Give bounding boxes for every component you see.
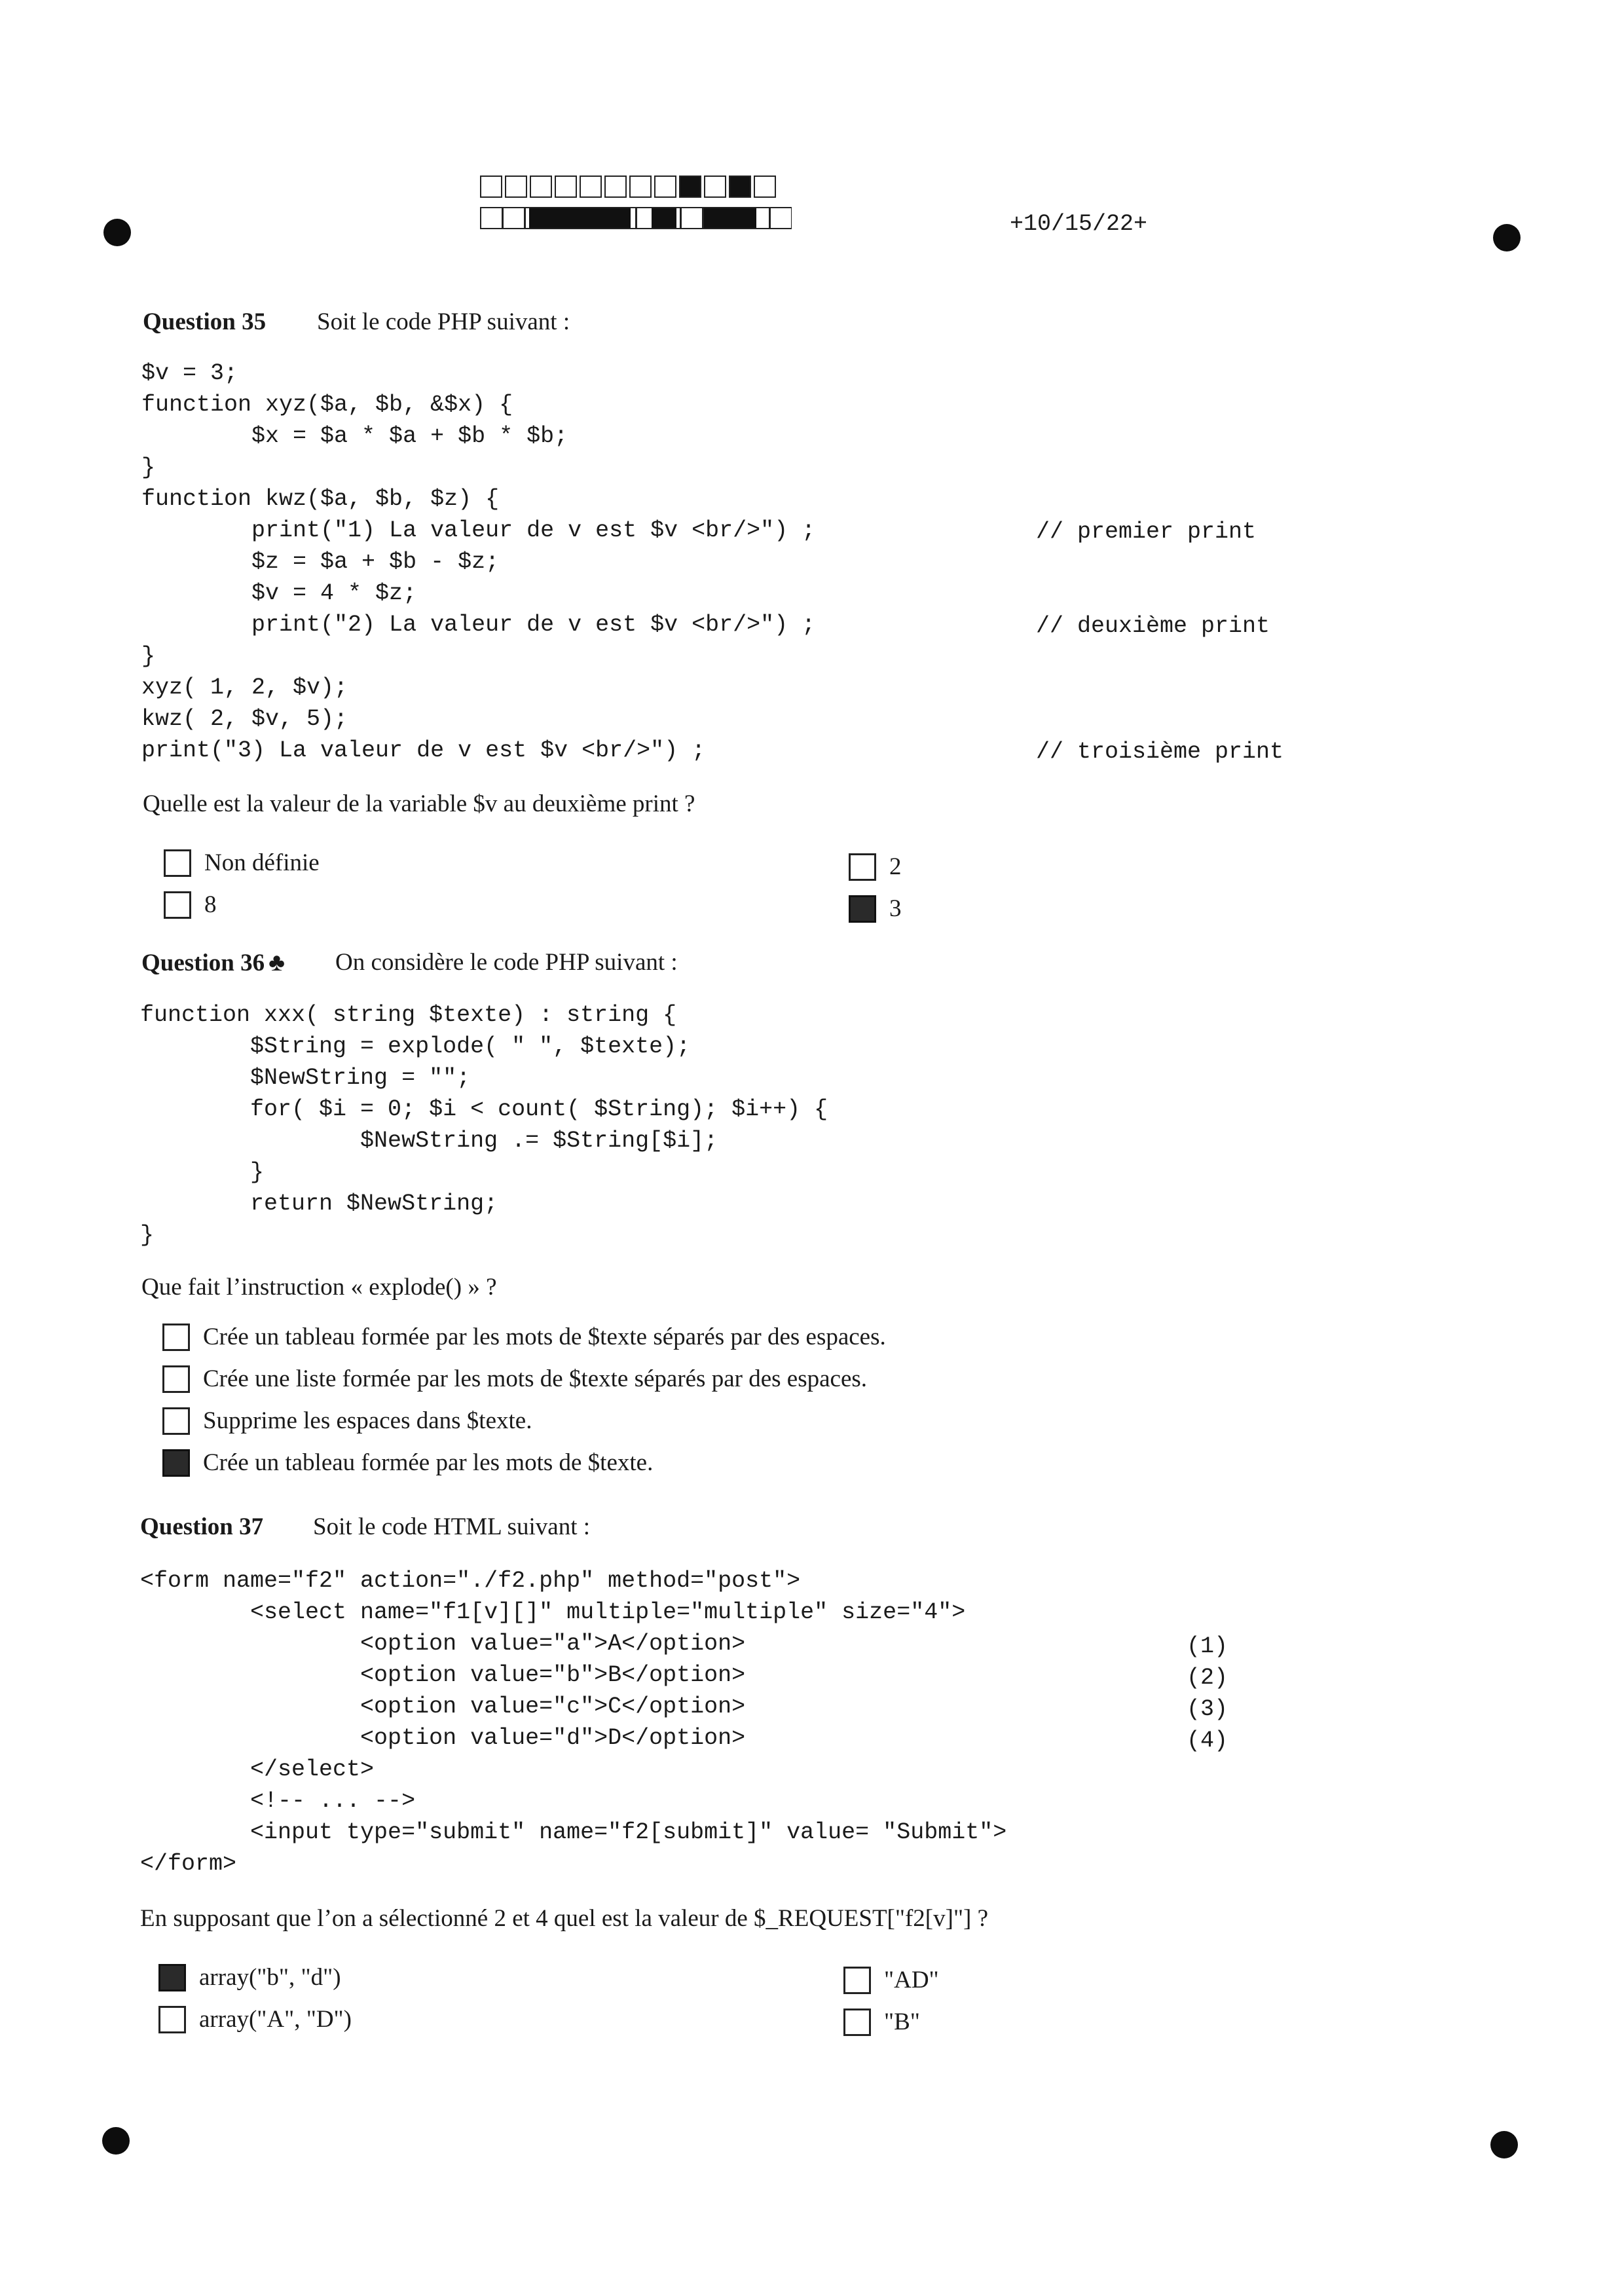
option-label: 2 <box>889 853 902 880</box>
option-marker-4: (4) <box>1187 1728 1228 1754</box>
question-35-code: $v = 3; function xyz($a, $b, &$x) { $x = $a * $a + $b * $b; } function kwz($a, $b, $z) { print("1) La valeur de v est $v <br/>") ; $z = $a + $b - $z; $v = 4 * $z; print("2) La valeur de v est $v <br/>") ; } xyz( 1, 2, $v); kwz( 2, $v, 5); print("3) La valeur de v est $v <br/>") ; <box>141 360 816 764</box>
option-marker-1: (1) <box>1187 1633 1228 1659</box>
registration-mark-bottom-right <box>1490 2131 1518 2158</box>
question-36-question: Que fait l’instruction « explode() » ? <box>141 1274 497 1301</box>
option-label: Non définie <box>204 849 320 876</box>
registration-mark-top-left <box>103 219 131 246</box>
question-36-intro: On considère le code PHP suivant : <box>335 949 678 976</box>
registration-mark-top-right <box>1493 224 1521 251</box>
q37-option-array-A-D[interactable] <box>158 2005 352 2033</box>
checkbox[interactable] <box>162 1324 190 1351</box>
checkbox[interactable] <box>849 853 876 881</box>
question-37-intro: Soit le code HTML suivant : <box>313 1513 591 1540</box>
barcode-fill-3 <box>704 208 756 228</box>
question-37-question: En supposant que l’on a sélectionné 2 et 4 quel est la valeur de $_REQUEST["f2[v]"] ? <box>140 1905 989 1932</box>
q37-option-array-b-d[interactable] <box>158 1963 341 1991</box>
comment-troisieme-print: // troisième print <box>1036 739 1284 765</box>
comment-deuxieme-print: // deuxième print <box>1036 613 1270 639</box>
option-label: "AD" <box>884 1967 939 1993</box>
barcode-fill-2 <box>652 208 676 228</box>
question-35-question: Quelle est la valeur de la variable $v au deuxième print ? <box>143 790 695 817</box>
question-35-label: Question 35 <box>143 308 267 335</box>
option-label: array("b", "d") <box>199 1964 341 1991</box>
checkbox[interactable] <box>158 2006 186 2033</box>
q35-option-2[interactable] <box>849 853 902 881</box>
option-label: 3 <box>889 895 902 922</box>
q35-option-8[interactable] <box>164 891 217 919</box>
q35-option-non-definie[interactable] <box>164 849 320 877</box>
registration-mark-bottom-left <box>102 2127 130 2155</box>
option-marker-2: (2) <box>1187 1665 1228 1691</box>
q37-option-AD[interactable] <box>843 1966 939 1994</box>
option-label: Crée un tableau formée par les mots de $texte séparés par des espaces. <box>203 1324 886 1350</box>
checkbox[interactable] <box>164 891 191 919</box>
barcode-row-1 <box>480 176 779 198</box>
checkbox-checked[interactable] <box>849 895 876 923</box>
checkbox-checked[interactable] <box>158 1964 186 1991</box>
option-label: Crée une liste formée par les mots de $texte séparés par des espaces. <box>203 1365 868 1392</box>
q37-option-B[interactable] <box>843 2008 920 2036</box>
option-label: Crée un tableau formée par les mots de $texte. <box>203 1449 654 1476</box>
checkbox[interactable] <box>162 1407 190 1435</box>
checkbox-checked[interactable] <box>162 1449 190 1477</box>
question-36-code: function xxx( string $texte) : string { $String = explode( " ", $texte); $NewString = ""; for( $i = 0; $i < count( $String); $i++) { $NewString .= $String[$i]; } return $NewString; } <box>140 1002 828 1248</box>
option-label: 8 <box>204 891 217 918</box>
q35-option-3[interactable] <box>849 895 902 923</box>
page-id: +10/15/22+ <box>1010 211 1148 237</box>
option-label: array("A", "D") <box>199 2006 352 2033</box>
question-37-label: Question 37 <box>140 1513 264 1540</box>
barcode-fill-1 <box>529 208 631 228</box>
checkbox[interactable] <box>843 1967 871 1994</box>
checkbox[interactable] <box>843 2009 871 2036</box>
q36-option-4[interactable] <box>162 1449 653 1477</box>
comment-premier-print: // premier print <box>1036 519 1257 545</box>
question-37-code: <form name="f2" action="./f2.php" method="post"> <select name="f1[v][]" multiple="multiple" size="4"> <option value="a">A</option> <option value="b">B</option> <option value="c">C</option> <option value="d">D</option> </select> <!-- ... --> <input type="submit" name="f2[submit]" value= "Submit"> </form> <box>140 1568 1007 1877</box>
option-label: Supprime les espaces dans $texte. <box>203 1407 532 1434</box>
option-label: "B" <box>884 2009 920 2035</box>
question-36-label: Question 36 ♣ <box>141 949 286 976</box>
q36-option-2[interactable] <box>162 1365 867 1393</box>
q36-option-1[interactable] <box>162 1323 886 1351</box>
club-icon: ♣ <box>268 949 286 976</box>
q36-option-3[interactable] <box>162 1407 532 1435</box>
question-35-intro: Soit le code PHP suivant : <box>317 308 570 335</box>
checkbox[interactable] <box>162 1365 190 1393</box>
checkbox[interactable] <box>164 849 191 877</box>
option-marker-3: (3) <box>1187 1696 1228 1722</box>
